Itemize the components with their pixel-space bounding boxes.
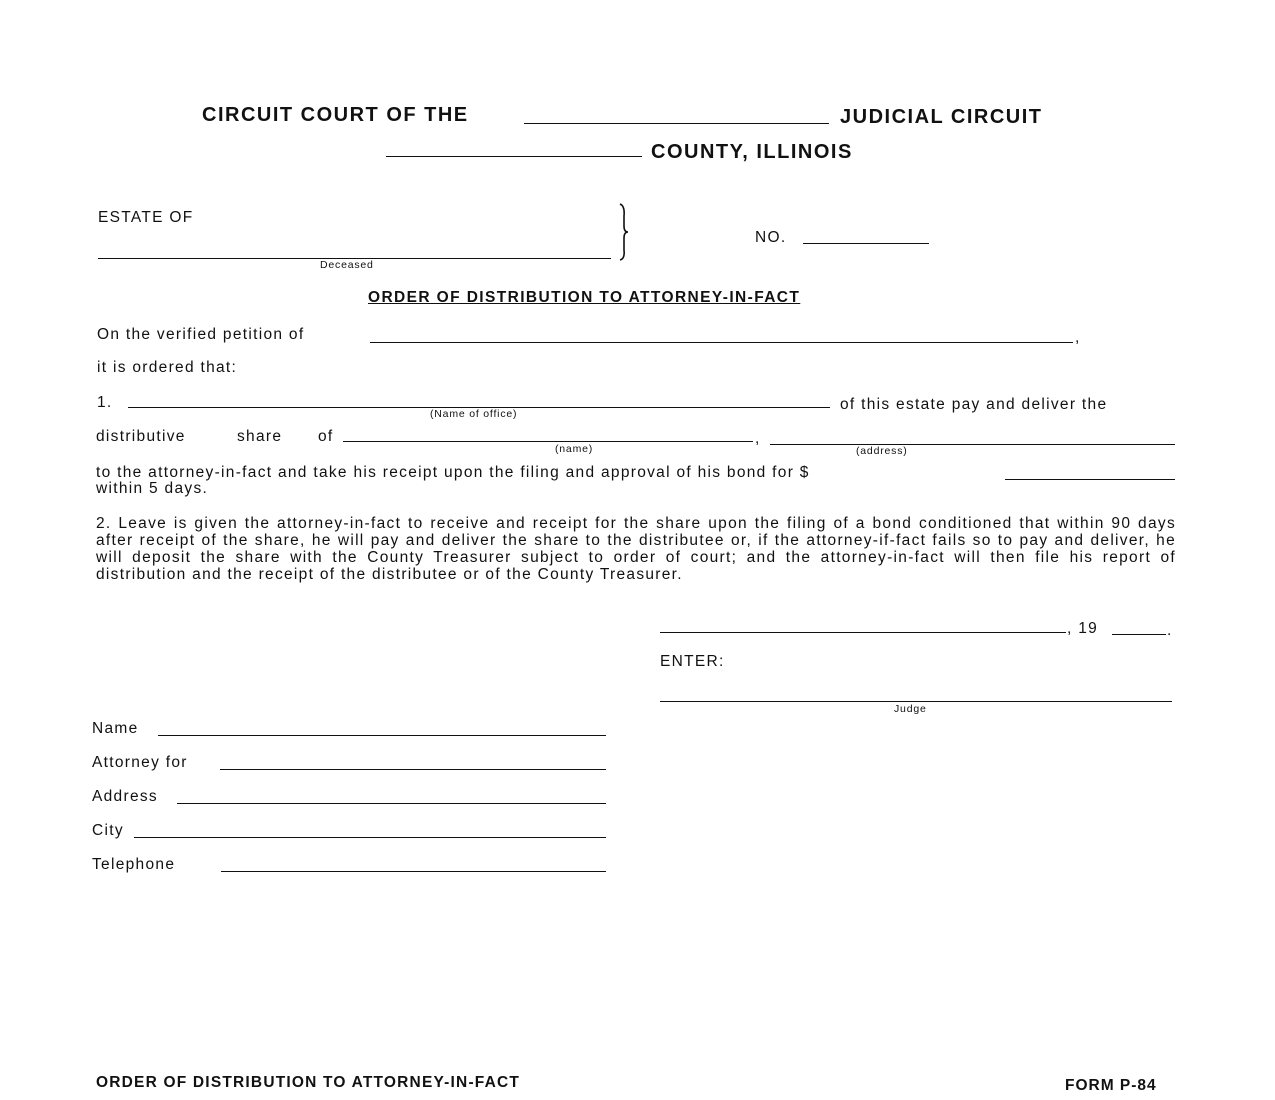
judicial-circuit-blank[interactable]	[524, 123, 829, 124]
ordered-text: it is ordered that:	[97, 359, 238, 376]
attorney-for-label: Attorney for	[92, 754, 188, 771]
distributee-address-label: (address)	[856, 445, 908, 457]
distributee-name-label: (name)	[555, 443, 594, 455]
attorney-telephone-label: Telephone	[92, 856, 176, 873]
form-number: FORM P-84	[1065, 1077, 1157, 1094]
item-1-after-office: of this estate pay and deliver the	[840, 396, 1108, 413]
caption-brace	[616, 202, 630, 262]
court-suffix: JUDICIAL CIRCUIT	[840, 106, 1043, 128]
county-suffix: COUNTY, ILLINOIS	[651, 141, 853, 163]
year-blank[interactable]	[1112, 634, 1166, 635]
distributee-name-blank[interactable]	[343, 441, 753, 442]
bond-text: to the attorney-in-fact and take his receipt upon the filing and approval of his bond for $	[96, 464, 810, 481]
distributive-word: distributive	[96, 428, 186, 445]
within-days-text: within 5 days.	[96, 480, 209, 497]
document-title: ORDER OF DISTRIBUTION TO ATTORNEY-IN-FACT	[368, 289, 801, 306]
office-name-label: (Name of office)	[430, 408, 518, 420]
footer-title: ORDER OF DISTRIBUTION TO ATTORNEY-IN-FACT	[96, 1074, 521, 1091]
county-blank[interactable]	[386, 156, 642, 157]
attorney-telephone-blank[interactable]	[221, 871, 606, 872]
date-blank[interactable]	[660, 632, 1066, 633]
year-prefix: , 19	[1067, 620, 1099, 637]
attorney-city-blank[interactable]	[134, 837, 606, 838]
estate-of-label: ESTATE OF	[98, 209, 194, 226]
attorney-name-label: Name	[92, 720, 139, 737]
judge-label: Judge	[894, 703, 927, 715]
share-word: share	[237, 428, 283, 445]
year-suffix: .	[1167, 622, 1173, 639]
of-word: of	[318, 428, 334, 445]
attorney-address-label: Address	[92, 788, 158, 805]
case-no-label: NO.	[755, 229, 787, 246]
bond-amount-blank[interactable]	[1005, 479, 1175, 480]
judge-signature-blank[interactable]	[660, 701, 1172, 702]
petition-suffix: ,	[1075, 329, 1081, 346]
attorney-address-blank[interactable]	[177, 803, 606, 804]
enter-label: ENTER:	[660, 653, 725, 670]
petitioner-blank[interactable]	[370, 342, 1073, 343]
petition-prefix: On the verified petition of	[97, 326, 305, 343]
item-1-number: 1.	[97, 394, 113, 411]
attorney-for-blank[interactable]	[220, 769, 606, 770]
distributee-address-blank[interactable]	[770, 444, 1175, 445]
deceased-label: Deceased	[320, 259, 374, 271]
attorney-name-blank[interactable]	[158, 735, 606, 736]
name-address-comma: ,	[755, 430, 761, 447]
court-prefix: CIRCUIT COURT OF THE	[202, 104, 469, 126]
case-no-blank[interactable]	[803, 243, 929, 244]
attorney-city-label: City	[92, 822, 124, 839]
item-2-paragraph: 2. Leave is given the attorney-in-fact to receive and receipt for the share upon the filing of a bond conditioned that within 90 days after receipt of the share, he will pay and deliver the share to the distributee or, if the attorney-if-fact fails so to pay and deliver, he will deposit the share with the County Treasurer subject to order of court; and the attorney-in-fact will then file his report of distribution and the receipt of the distributee or of the County Treasurer.	[96, 515, 1176, 583]
